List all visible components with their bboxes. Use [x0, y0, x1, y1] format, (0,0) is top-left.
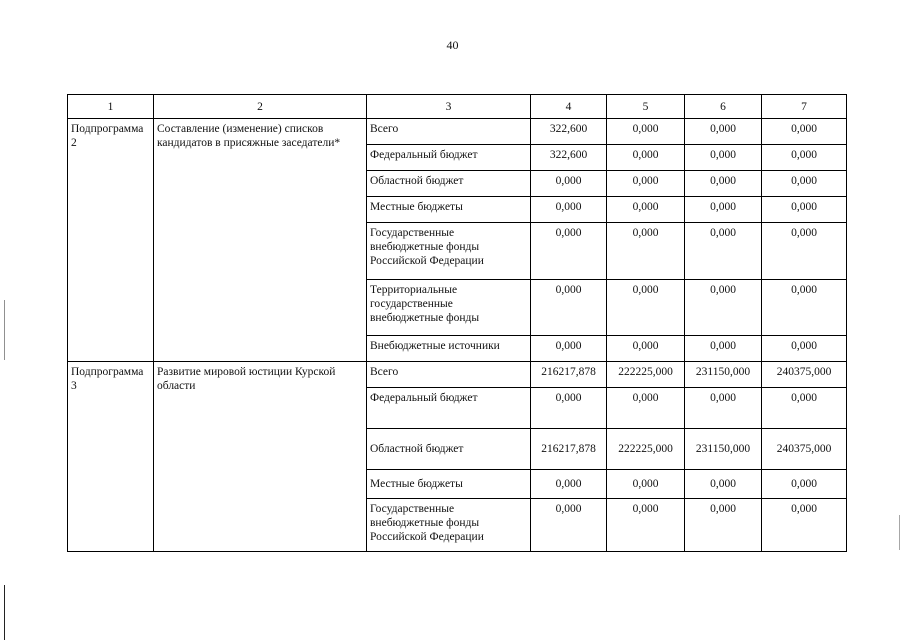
value-col-5: 222225,000 [607, 429, 685, 470]
value-col-7: 0,000 [762, 145, 847, 171]
value-col-6: 0,000 [685, 388, 762, 429]
value-col-4: 0,000 [531, 388, 607, 429]
value-col-4: 322,600 [531, 145, 607, 171]
program-cell: Подпрограмма 3 [68, 362, 154, 552]
value-col-4: 0,000 [531, 499, 607, 552]
value-col-6: 0,000 [685, 223, 762, 280]
program-title-cell: Составление (изменение) списков кандидатов в присяжные заседатели* [154, 119, 367, 362]
value-col-5: 0,000 [607, 171, 685, 197]
scan-artifact-left-bottom [4, 585, 5, 640]
value-col-5: 0,000 [607, 388, 685, 429]
program-cell: Подпрограмма 2 [68, 119, 154, 362]
source-cell: Государственные внебюджетные фонды Российской Федерации [367, 499, 531, 552]
source-cell: Областной бюджет [367, 429, 531, 470]
source-cell: Всего [367, 119, 531, 145]
value-col-7: 0,000 [762, 336, 847, 362]
scan-artifact-right [899, 515, 900, 550]
value-col-4: 0,000 [531, 223, 607, 280]
value-col-6: 0,000 [685, 119, 762, 145]
scan-artifact-left [4, 300, 5, 360]
header-col-1: 1 [68, 95, 154, 119]
value-col-6: 0,000 [685, 145, 762, 171]
value-col-5: 0,000 [607, 470, 685, 499]
header-col-7: 7 [762, 95, 847, 119]
value-col-5: 0,000 [607, 145, 685, 171]
value-col-7: 0,000 [762, 388, 847, 429]
value-col-5: 0,000 [607, 499, 685, 552]
value-col-5: 0,000 [607, 223, 685, 280]
value-col-6: 231150,000 [685, 429, 762, 470]
header-col-3: 3 [367, 95, 531, 119]
value-col-5: 0,000 [607, 119, 685, 145]
value-col-4: 0,000 [531, 336, 607, 362]
source-cell: Государственные внебюджетные фонды Российской Федерации [367, 223, 531, 280]
value-col-6: 0,000 [685, 197, 762, 223]
value-col-4: 0,000 [531, 280, 607, 336]
header-col-4: 4 [531, 95, 607, 119]
value-col-4: 0,000 [531, 197, 607, 223]
value-col-4: 216217,878 [531, 429, 607, 470]
value-col-5: 222225,000 [607, 362, 685, 388]
value-col-7: 0,000 [762, 223, 847, 280]
value-col-7: 0,000 [762, 171, 847, 197]
value-col-7: 0,000 [762, 470, 847, 499]
value-col-4: 0,000 [531, 470, 607, 499]
source-cell: Территориальные государственные внебюджетные фонды [367, 280, 531, 336]
table-row [68, 362, 847, 388]
value-col-6: 0,000 [685, 280, 762, 336]
table-row [68, 119, 847, 145]
value-col-6: 0,000 [685, 336, 762, 362]
source-cell: Местные бюджеты [367, 197, 531, 223]
value-col-5: 0,000 [607, 280, 685, 336]
header-col-5: 5 [607, 95, 685, 119]
value-col-7: 0,000 [762, 499, 847, 552]
source-cell: Федеральный бюджет [367, 145, 531, 171]
value-col-6: 0,000 [685, 470, 762, 499]
value-col-7: 240375,000 [762, 429, 847, 470]
source-cell: Всего [367, 362, 531, 388]
value-col-7: 0,000 [762, 280, 847, 336]
source-cell: Областной бюджет [367, 171, 531, 197]
value-col-6: 0,000 [685, 171, 762, 197]
value-col-7: 240375,000 [762, 362, 847, 388]
value-col-5: 0,000 [607, 336, 685, 362]
source-cell: Внебюджетные источники [367, 336, 531, 362]
value-col-4: 216217,878 [531, 362, 607, 388]
value-col-4: 322,600 [531, 119, 607, 145]
value-col-7: 0,000 [762, 119, 847, 145]
page-number: 40 [446, 38, 459, 52]
value-col-5: 0,000 [607, 197, 685, 223]
program-title-cell: Развитие мировой юстиции Курской области [154, 362, 367, 552]
value-col-6: 231150,000 [685, 362, 762, 388]
header-col-2: 2 [154, 95, 367, 119]
budget-table [67, 94, 847, 552]
value-col-4: 0,000 [531, 171, 607, 197]
header-col-6: 6 [685, 95, 762, 119]
header-row [68, 95, 847, 119]
value-col-6: 0,000 [685, 499, 762, 552]
source-cell: Местные бюджеты [367, 470, 531, 499]
value-col-7: 0,000 [762, 197, 847, 223]
source-cell: Федеральный бюджет [367, 388, 531, 429]
